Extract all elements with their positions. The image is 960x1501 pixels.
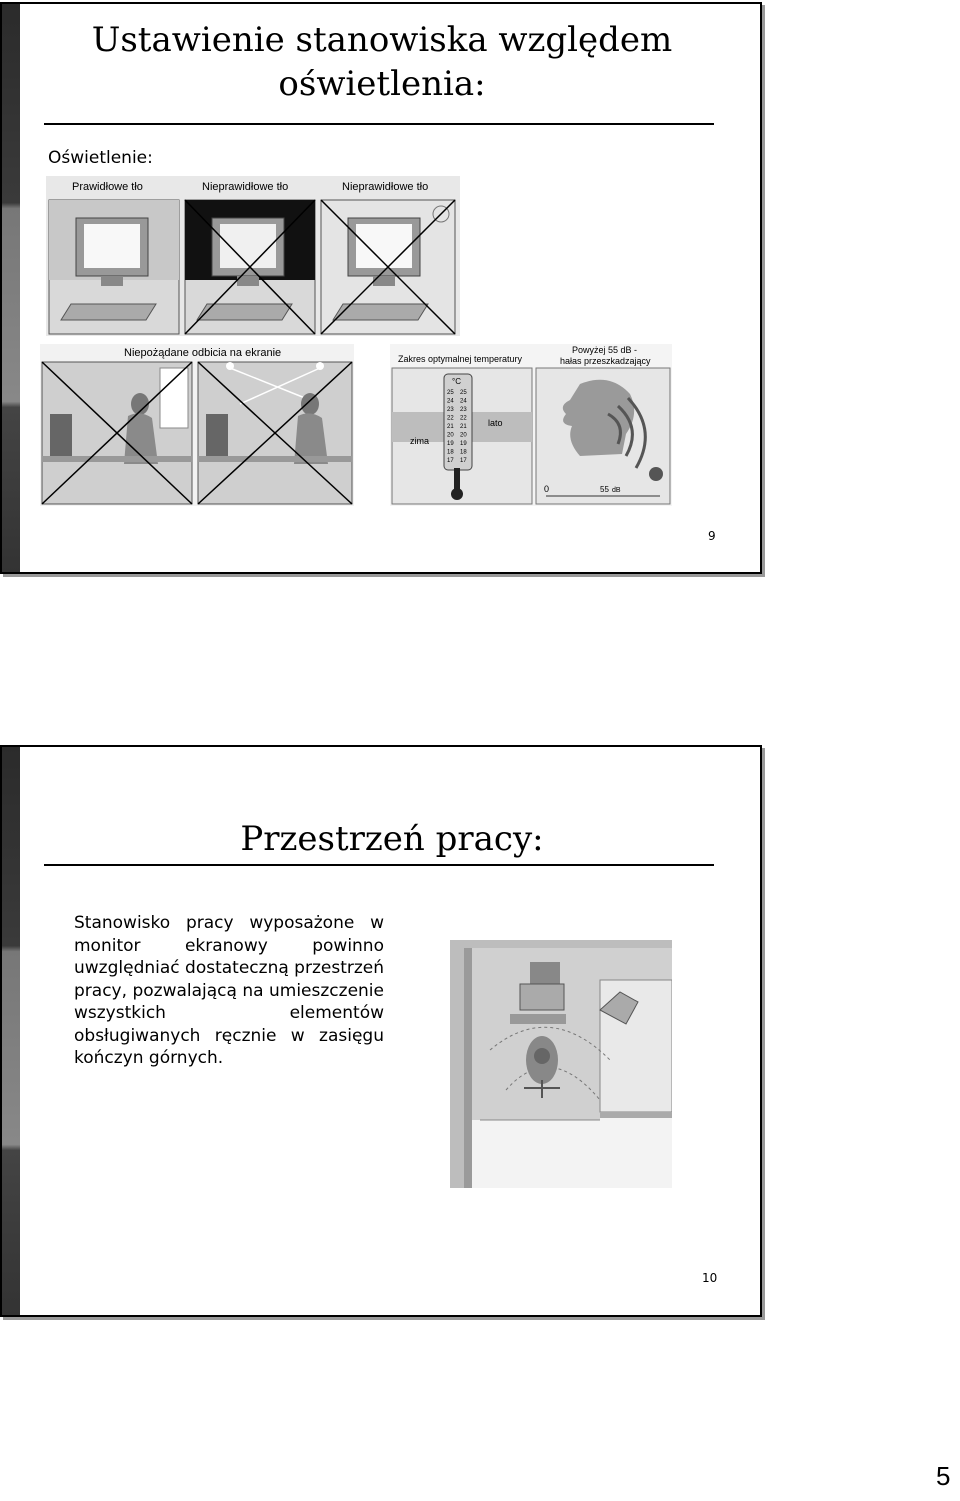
monitor-background-figure <box>46 176 460 336</box>
panel-wrong-1 <box>185 200 315 334</box>
caption-temperature: Zakres optymalnej temperatury <box>398 354 523 364</box>
panel-wrong-2 <box>321 200 455 334</box>
thermometer-tick-label: 19 <box>460 441 467 447</box>
title-line-2: oświetlenia: <box>278 64 486 104</box>
thermometer-tick-label: 24 <box>447 398 454 405</box>
thermometer-tick-label: 22 <box>447 415 454 422</box>
title-underline <box>44 123 714 125</box>
workspace-figure <box>450 940 672 1188</box>
caption-reflections: Niepożądane odbicia na ekranie <box>124 347 282 359</box>
thermometer-tick-label: 21 <box>460 424 467 430</box>
slide-sidebar-bar <box>2 4 20 572</box>
noise-panel <box>536 368 670 504</box>
screen-reflections-figure <box>40 344 354 506</box>
label-db-mark: 55 <box>600 485 609 494</box>
sheet-page-number: 5 <box>936 1461 951 1491</box>
thermometer-tick-label: 17 <box>460 458 467 464</box>
title-line-1: Ustawienie stanowiska względem <box>91 20 673 60</box>
page-number: 10 <box>702 1271 718 1285</box>
label-db-zero: 0 <box>544 484 550 494</box>
slide-9 <box>0 2 762 574</box>
slide-title <box>62 18 702 106</box>
reflection-panel-1 <box>42 362 192 504</box>
thermometer-scale-left <box>447 390 454 464</box>
label-db-unit: dB <box>612 487 621 494</box>
thermometer-scale-right <box>460 390 467 464</box>
thermometer-tick-label: 20 <box>447 432 454 439</box>
body-text: Stanowisko pracy wyposażone w monitor ekranowy powinno uwzględniać dostateczną przestrzeń pracy, pozwalającą na umieszczenie wszystkich elementów obsługiwanych ręcznie w zasięgu kończyn górnych. <box>74 913 384 1068</box>
thermometer-tick-label: 18 <box>447 449 454 456</box>
slide-sidebar-bar <box>2 747 20 1315</box>
slide-10 <box>0 745 762 1317</box>
label-celsius: °C <box>452 377 461 386</box>
thermometer-tick-label: 25 <box>460 390 467 396</box>
panel-correct <box>49 200 179 334</box>
caption-wrong-background-1: Nieprawidłowe tło <box>202 181 289 193</box>
thermometer-tick-label: 25 <box>447 390 454 396</box>
temperature-noise-figure <box>390 344 672 506</box>
label-summer: lato <box>488 418 503 428</box>
label-winter: zima <box>410 436 430 446</box>
page-number: 9 <box>708 529 716 543</box>
reflection-panel-2 <box>198 362 352 504</box>
thermometer-tick-label: 23 <box>460 407 467 413</box>
thermometer-tick-label: 17 <box>447 458 454 464</box>
thermometer-tick-label: 20 <box>460 432 467 439</box>
thermometer-tick-label: 19 <box>447 441 454 447</box>
caption-correct-background: Prawidłowe tło <box>72 181 143 193</box>
thermometer-tick-label: 23 <box>447 407 454 413</box>
section-label: Oświetlenie: <box>48 148 153 168</box>
thermometer-tick-label: 18 <box>460 449 467 456</box>
thermometer-tick-label: 21 <box>447 424 454 430</box>
slide-title: Przestrzeń pracy: <box>240 819 544 859</box>
caption-noise-line-1: Powyżej 55 dB - <box>572 345 638 355</box>
caption-wrong-background-2: Nieprawidłowe tło <box>342 181 429 193</box>
thermometer-panel <box>392 368 532 504</box>
title-underline <box>44 864 714 866</box>
thermometer-tick-label: 22 <box>460 415 467 422</box>
thermometer-tick-label: 24 <box>460 398 467 405</box>
caption-noise-line-2: hałas przeszkadzający <box>560 356 651 366</box>
